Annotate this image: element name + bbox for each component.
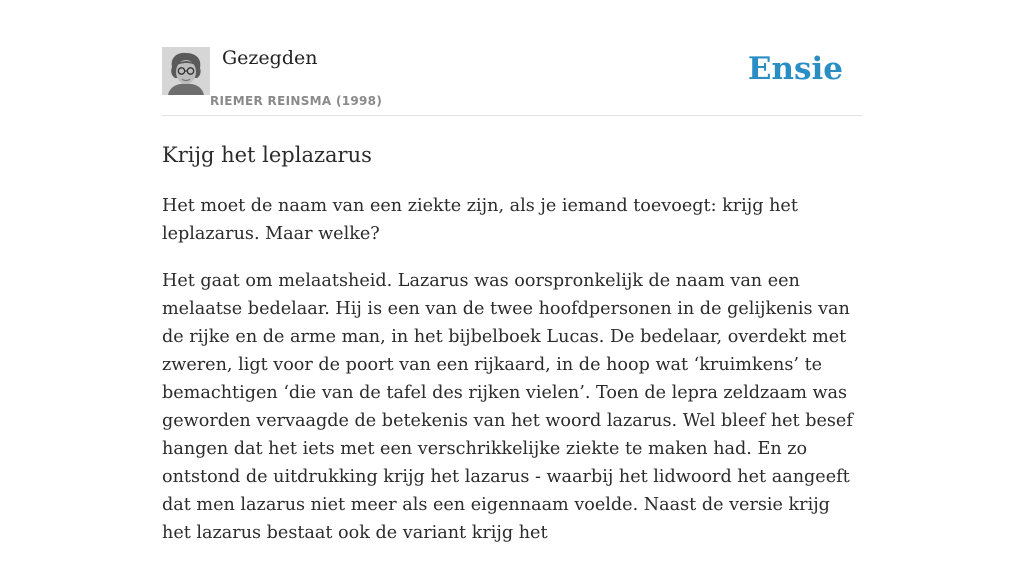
paragraph-1: Het moet de naam van een ziekte zijn, als je iemand toevoegt: krijg het leplazarus. Maar welke? <box>162 196 798 244</box>
collection-title[interactable]: Gezegden <box>222 47 318 69</box>
entry-title: Krijg het leplazarus <box>162 143 372 167</box>
author-name[interactable]: RIEMER REINSMA (1998) <box>210 94 383 108</box>
ensie-logo[interactable]: Ensie <box>747 51 843 87</box>
entry-body <box>162 192 864 566</box>
entry-header <box>162 0 862 116</box>
author-avatar[interactable] <box>162 47 210 95</box>
paragraph-2: Het gaat om melaatsheid. Lazarus was oorspronkelijk de naam van een melaatse bedelaar. Hij is een van de twee hoofdpersonen in de gelijkenis van de rijke en de arme man, in het bijbelboek Lucas. De bedelaar, overdekt met zweren, ligt voor de poort van een rijkaard, in de hoop wat ‘kruimkens’ te bemachtigen ‘die van de tafel des rijken vielen’. Toen de lepra zeldzaam was geworden vervaagde de betekenis van het woord lazarus. Wel bleef het besef hangen dat het iets met een verschrikkelijke ziekte te maken had. En zo ontstond de uitdrukking krijg het lazarus - waarbij het lidwoord het aangeeft dat men lazarus niet meer als een eigennaam voelde. Naast de versie krijg het lazarus bestaat ook de variant krijg het <box>162 271 853 543</box>
author-portrait-icon <box>162 47 210 95</box>
entry-card <box>162 0 862 543</box>
